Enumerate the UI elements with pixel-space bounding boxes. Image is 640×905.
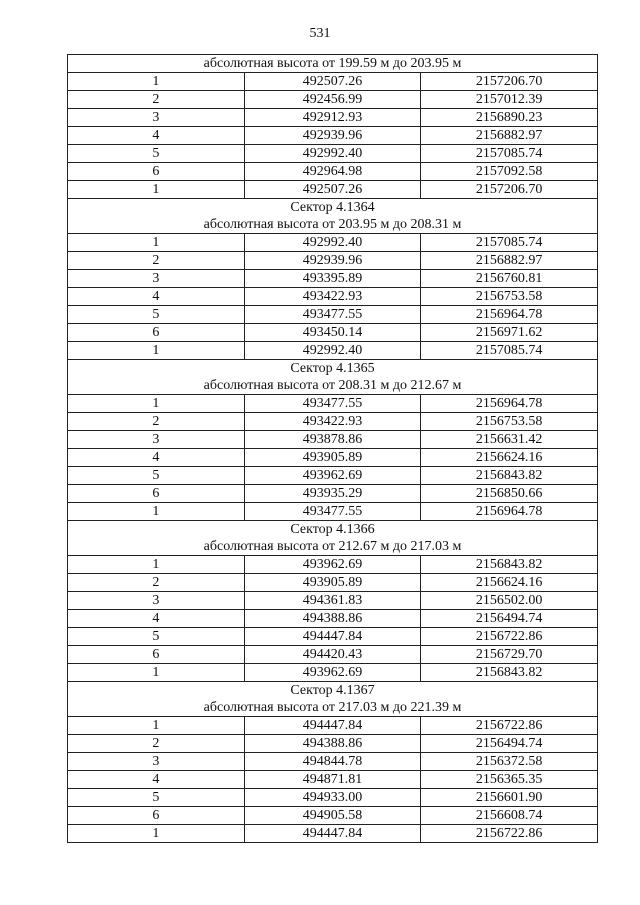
coordinate-x: 494388.86 [244,610,421,628]
coordinate-y: 2156494.74 [421,735,598,753]
point-number: 5 [68,789,245,807]
page-number: 531 [309,26,331,41]
coordinate-y: 2157085.74 [421,342,598,360]
table-row [68,646,598,664]
point-number: 1 [68,73,245,91]
coordinate-y: 2156753.58 [421,413,598,431]
coordinate-y: 2156964.78 [421,306,598,324]
sector-title: Сектор 4.1366 [68,521,598,539]
coordinate-y: 2156494.74 [421,610,598,628]
coordinate-y: 2156882.97 [421,252,598,270]
sector-header-row [68,199,598,217]
coordinate-x: 493477.55 [244,503,421,521]
point-number: 1 [68,503,245,521]
point-number: 3 [68,753,245,771]
table-row [68,181,598,199]
coordinate-y: 2157085.74 [421,234,598,252]
coordinate-y: 2157085.74 [421,145,598,163]
coordinate-x: 492964.98 [244,163,421,181]
altitude-range: абсолютная высота от 199.59 м до 203.95 м [68,55,598,73]
table-row [68,449,598,467]
altitude-range-row [68,216,598,234]
coordinate-x: 493450.14 [244,324,421,342]
sector-title: Сектор 4.1364 [68,199,598,217]
point-number: 1 [68,234,245,252]
table-row [68,807,598,825]
coordinate-x: 492507.26 [244,181,421,199]
coordinate-y: 2156624.16 [421,449,598,467]
coordinate-x: 493477.55 [244,395,421,413]
coordinate-y: 2156964.78 [421,503,598,521]
table-row [68,109,598,127]
coordinate-x: 494871.81 [244,771,421,789]
table-row [68,825,598,843]
coordinate-y: 2156722.86 [421,628,598,646]
point-number: 6 [68,646,245,664]
coordinate-y: 2156601.90 [421,789,598,807]
altitude-range-row [68,538,598,556]
coordinate-x: 493905.89 [244,574,421,592]
table-row [68,91,598,109]
coordinate-x: 494388.86 [244,735,421,753]
point-number: 4 [68,610,245,628]
coordinate-y: 2156971.62 [421,324,598,342]
altitude-range: абсолютная высота от 208.31 м до 212.67 м [68,377,598,395]
altitude-range: абсолютная высота от 203.95 м до 208.31 м [68,216,598,234]
point-number: 3 [68,109,245,127]
sector-title: Сектор 4.1365 [68,360,598,378]
point-number: 4 [68,288,245,306]
table-row [68,628,598,646]
point-number: 1 [68,395,245,413]
coordinate-y: 2156722.86 [421,825,598,843]
table-row [68,735,598,753]
table-row [68,717,598,735]
coordinate-y: 2156850.66 [421,485,598,503]
coordinate-x: 494447.84 [244,825,421,843]
table-row [68,324,598,342]
altitude-range-row [68,377,598,395]
table-row [68,592,598,610]
table-row [68,306,598,324]
coordinate-x: 494933.00 [244,789,421,807]
coordinates-table-body [68,55,598,843]
point-number: 4 [68,771,245,789]
point-number: 2 [68,735,245,753]
coordinate-y: 2156882.97 [421,127,598,145]
coordinate-y: 2157206.70 [421,181,598,199]
altitude-range-row [68,55,598,73]
point-number: 5 [68,467,245,485]
coordinate-y: 2156760.81 [421,270,598,288]
coordinate-y: 2156608.74 [421,807,598,825]
coordinate-y: 2156365.35 [421,771,598,789]
coordinate-x: 492992.40 [244,342,421,360]
point-number: 2 [68,252,245,270]
table-row [68,467,598,485]
point-number: 4 [68,449,245,467]
table-row [68,270,598,288]
point-number: 3 [68,270,245,288]
table-row [68,127,598,145]
coordinate-y: 2156843.82 [421,664,598,682]
table-row [68,610,598,628]
point-number: 2 [68,574,245,592]
table-row [68,288,598,306]
sector-header-row [68,682,598,700]
point-number: 1 [68,181,245,199]
point-number: 2 [68,413,245,431]
table-row [68,556,598,574]
table-row [68,664,598,682]
coordinate-x: 493962.69 [244,467,421,485]
coordinate-y: 2156372.58 [421,753,598,771]
point-number: 6 [68,324,245,342]
table-row [68,485,598,503]
coordinate-y: 2156843.82 [421,556,598,574]
coordinate-x: 494447.84 [244,628,421,646]
coordinate-x: 492992.40 [244,234,421,252]
coordinate-x: 493395.89 [244,270,421,288]
coordinate-x: 494844.78 [244,753,421,771]
point-number: 1 [68,825,245,843]
table-row [68,753,598,771]
altitude-range-row [68,699,598,717]
coordinate-x: 493878.86 [244,431,421,449]
sector-title: Сектор 4.1367 [68,682,598,700]
table-row [68,431,598,449]
point-number: 6 [68,485,245,503]
coordinate-x: 492912.93 [244,109,421,127]
table-row [68,413,598,431]
coordinate-x: 493935.29 [244,485,421,503]
point-number: 2 [68,91,245,109]
table-row [68,145,598,163]
coordinate-y: 2156964.78 [421,395,598,413]
coordinate-y: 2156631.42 [421,431,598,449]
point-number: 1 [68,556,245,574]
coordinate-y: 2156502.00 [421,592,598,610]
coordinate-x: 492456.99 [244,91,421,109]
coordinate-x: 494905.58 [244,807,421,825]
point-number: 6 [68,163,245,181]
table-row [68,234,598,252]
coordinate-y: 2156843.82 [421,467,598,485]
point-number: 5 [68,306,245,324]
coordinate-x: 493422.93 [244,288,421,306]
point-number: 1 [68,664,245,682]
coordinate-x: 493905.89 [244,449,421,467]
coordinate-x: 492992.40 [244,145,421,163]
coordinate-x: 492939.96 [244,252,421,270]
point-number: 3 [68,592,245,610]
table-row [68,771,598,789]
coordinate-y: 2157012.39 [421,91,598,109]
point-number: 5 [68,628,245,646]
altitude-range: абсолютная высота от 217.03 м до 221.39 м [68,699,598,717]
coordinate-y: 2157206.70 [421,73,598,91]
coordinates-table [67,54,598,843]
point-number: 6 [68,807,245,825]
coordinate-x: 492939.96 [244,127,421,145]
point-number: 1 [68,342,245,360]
coordinate-x: 494420.43 [244,646,421,664]
point-number: 5 [68,145,245,163]
table-row [68,789,598,807]
point-number: 4 [68,127,245,145]
table-row [68,342,598,360]
coordinate-x: 493962.69 [244,556,421,574]
coordinate-y: 2156722.86 [421,717,598,735]
table-row [68,73,598,91]
table-row [68,574,598,592]
altitude-range: абсолютная высота от 212.67 м до 217.03 м [68,538,598,556]
sector-header-row [68,360,598,378]
coordinate-y: 2156729.70 [421,646,598,664]
coordinate-y: 2156753.58 [421,288,598,306]
table-row [68,503,598,521]
table-row [68,163,598,181]
coordinate-x: 492507.26 [244,73,421,91]
coordinate-x: 493962.69 [244,664,421,682]
sector-header-row [68,521,598,539]
point-number: 3 [68,431,245,449]
coordinate-y: 2156624.16 [421,574,598,592]
table-row [68,252,598,270]
coordinate-x: 494361.83 [244,592,421,610]
coordinate-x: 493477.55 [244,306,421,324]
coordinate-x: 493422.93 [244,413,421,431]
coordinate-x: 494447.84 [244,717,421,735]
coordinate-y: 2157092.58 [421,163,598,181]
coordinate-y: 2156890.23 [421,109,598,127]
table-row [68,395,598,413]
point-number: 1 [68,717,245,735]
